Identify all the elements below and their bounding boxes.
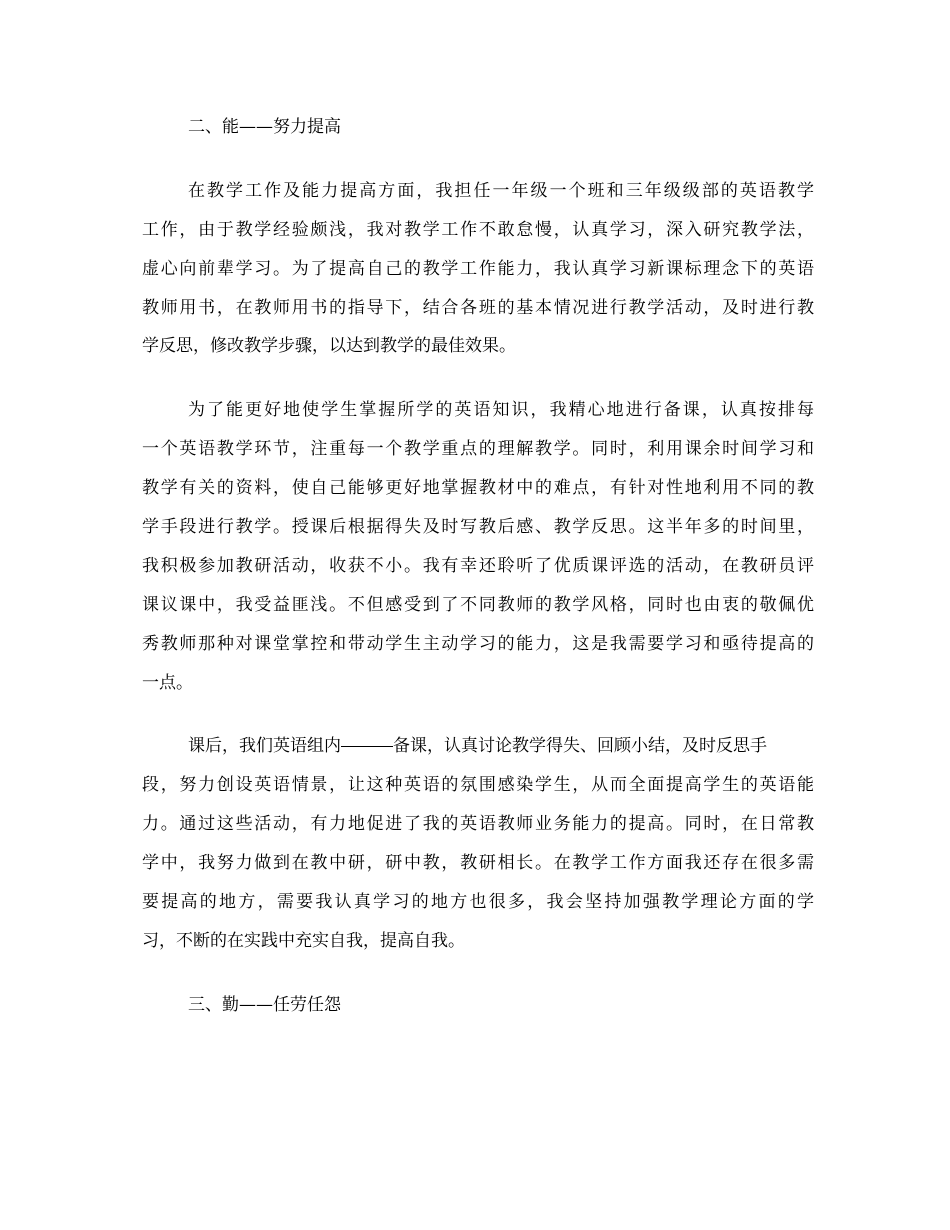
- paragraph-line: 学反思，修改教学步骤，以达到教学的最佳效果。: [142, 336, 516, 357]
- paragraph-line: 教学有关的资料，使自己能够更好地掌握教材中的难点，有针对性地利用不同的教: [142, 478, 814, 499]
- paragraph-line: 要提高的地方，需要我认真学习的地方也很多，我会坚持加强教学理论方面的学: [142, 892, 814, 913]
- paragraph-lesson-preparation: [142, 391, 814, 702]
- paragraph-line: 课议课中，我受益匪浅。不但感受到了不同教师的教学风格，同时也由衷的敬佩优: [142, 594, 814, 615]
- section-heading-3: 三、勤——任劳任怨: [188, 994, 341, 1015]
- paragraph-line: 在教学工作及能力提高方面，我担任一年级一个班和三年级级部的英语教学: [188, 180, 814, 201]
- paragraph-line: 虚心向前辈学习。为了提高自己的教学工作能力，我认真学习新课标理念下的英语: [142, 258, 814, 279]
- paragraph-line: 为了能更好地使学生掌握所学的英语知识，我精心地进行备课，认真按排每: [188, 400, 814, 421]
- paragraph-teaching-ability: [142, 172, 814, 366]
- paragraph-line: 教师用书，在教师用书的指导下，结合各班的基本情况进行教学活动，及时进行教: [142, 297, 814, 318]
- paragraph-line: 一点。: [142, 672, 193, 693]
- paragraph-line: 习，不断的在实践中充实自我，提高自我。: [142, 930, 465, 951]
- paragraph-line: 学中，我努力做到在教中研，研中教，教研相长。在教学工作方面我还存在很多需: [142, 853, 814, 874]
- fill-in-blank: [341, 745, 393, 747]
- document-body: [142, 108, 814, 1025]
- section-heading-2: 二、能——努力提高: [188, 117, 341, 137]
- paragraph-line: 我积极参加教研活动，收获不小。我有幸还聆听了优质课评选的活动，在教研员评: [142, 555, 814, 576]
- paragraph-text: 备课，认真讨论教学得失、回顾小结，及时反思手: [393, 736, 767, 757]
- paragraph-after-class: [142, 727, 814, 960]
- paragraph-line: 秀教师那种对课堂掌控和带动学生主动学习的能力，这是我需要学习和亟待提高的: [142, 633, 814, 654]
- paragraph-line: 一个英语教学环节，注重每一个教学重点的理解教学。同时，利用课余时间学习和: [142, 439, 814, 460]
- paragraph-line: 工作，由于教学经验颇浅，我对教学工作不敢怠慢，认真学习，深入研究教学法，: [142, 219, 814, 240]
- paragraph-line: 力。通过这些活动，有力地促进了我的英语教师业务能力的提高。同时，在日常教: [142, 814, 814, 835]
- paragraph-line: 段，努力创设英语情景，让这种英语的氛围感染学生，从而全面提高学生的英语能: [142, 775, 814, 796]
- paragraph-line: 学手段进行教学。授课后根据得失及时写教后感、教学反思。这半年多的时间里，: [142, 517, 814, 538]
- paragraph-text: 课后，我们英语组内: [188, 736, 341, 757]
- paragraph-line: [142, 727, 814, 766]
